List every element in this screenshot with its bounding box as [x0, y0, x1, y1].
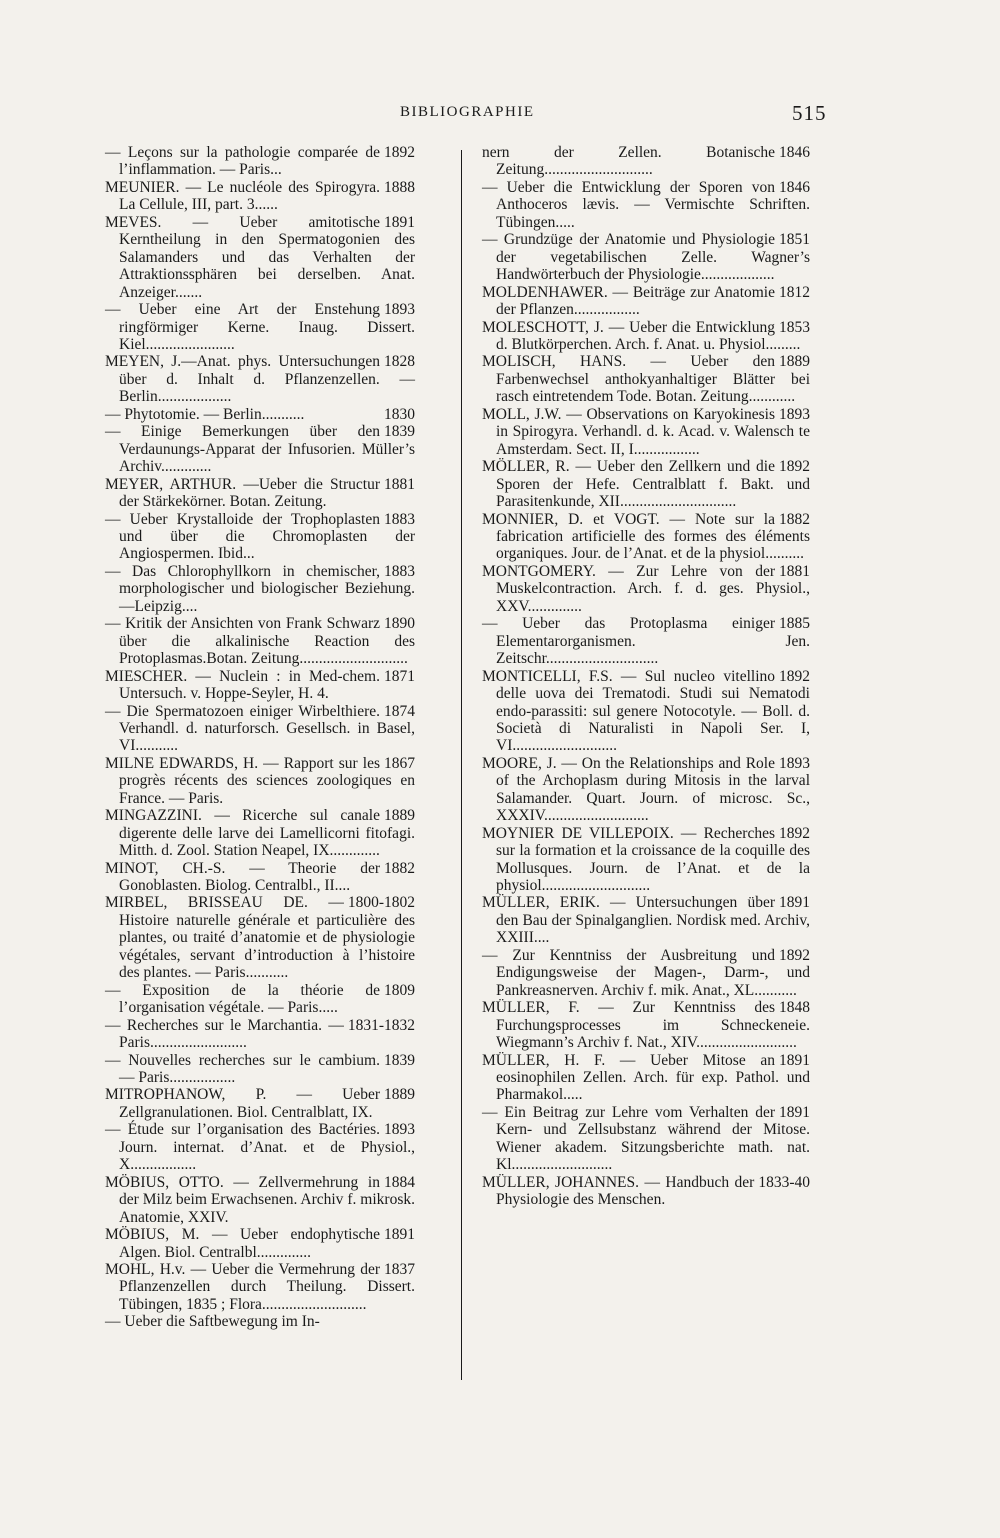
- entry-year: 1892: [779, 824, 810, 842]
- entry-year: 1893: [779, 754, 810, 772]
- entry-year: 1833-40: [758, 1173, 810, 1191]
- entry-year: 1889: [384, 807, 415, 825]
- entry-year: 1892: [779, 458, 810, 476]
- bibliography-entry: [482, 406, 810, 458]
- entry-text: MOORE, J. — On the Relationships and Role of the Archoplasm during Mitosis in the larval Salamander. Quart. Journ. of microsc. Sc., XXXIV...........................: [482, 754, 810, 825]
- entry-year: 1846: [779, 178, 810, 196]
- entry-text: MONTICELLI, F.S. — Sul nucleo vitellino delle uova dei Trematodi. Studi sui Nematodi endo-parassiti: sul genere Notocotyle. — Boll. d. Società di Naturalisti in Napoli Ser. I, VI...........................: [482, 667, 810, 755]
- bibliography-entry: [105, 301, 415, 353]
- running-title: BIBLIOGRAPHIE: [400, 104, 535, 120]
- entry-text: — Das Chlorophyllkorn in chemischer, morphologischer und biologischer Beziehung. —Leipzig....: [105, 562, 415, 615]
- entry-year: 1893: [384, 1121, 415, 1139]
- left-column: [105, 144, 415, 1331]
- entry-year: 1888: [384, 178, 415, 196]
- bibliography-entry: [105, 894, 415, 981]
- bibliography-entry: [482, 999, 810, 1051]
- bibliography-entry: [482, 231, 810, 283]
- entry-year: 1882: [384, 859, 415, 877]
- entry-text: — Nouvelles recherches sur le cambium. — Paris.................: [105, 1051, 380, 1087]
- column-divider: [461, 150, 462, 1380]
- bibliography-entry: [482, 511, 810, 563]
- bibliography-entry: [105, 476, 415, 511]
- entry-text: — Ein Beitrag zur Lehre vom Verhalten der Kern- und Zellsubstanz während der Mitose. Wiener akadem. Sitzungsberichte math. nat. Kl..........................: [482, 1103, 810, 1174]
- entry-text: MILNE EDWARDS, H. — Rapport sur les progrès récents des sciences zoologiques en France. — Paris.: [105, 754, 415, 807]
- bibliography-entry: [482, 1052, 810, 1104]
- bibliography-entry: [482, 458, 810, 510]
- bibliography-entry: [482, 894, 810, 946]
- entry-text: MINGAZZINI. — Ricerche sul canale digerente delle larve dei Lamellicorni fitofagi. Mitth. d. Zool. Station Neapel, IX.............: [105, 807, 415, 860]
- entry-text: — Ueber die Entwicklung der Sporen von Anthoceros lævis. — Vermischte Schriften. Tübingen.....: [482, 178, 810, 231]
- entry-text: MEVES. — Ueber amitotische Kerntheilung in den Spermatogonien des Salamanders und das Verhalten der Attraktionssphären bei derselben. Anat. Anzeiger.......: [105, 213, 415, 301]
- bibliography-entry: [482, 947, 810, 999]
- entry-year: 1891: [384, 1226, 415, 1244]
- entry-year: 1891: [779, 1051, 810, 1069]
- entry-text: — Zur Kenntniss der Ausbreitung und Endigungsweise der Magen-, Darm-, und Pankreasnerven. Archiv f. mik. Anat., XL...........: [482, 946, 810, 999]
- bibliography-entry: [482, 144, 810, 179]
- bibliography-entry: [105, 406, 415, 423]
- bibliography-entry: [105, 1174, 415, 1226]
- entry-year: 1892: [779, 946, 810, 964]
- bibliography-entry: [105, 807, 415, 859]
- entry-text: — Leçons sur la pathologie comparée de l’inflammation. — Paris...: [105, 144, 380, 179]
- bibliography-entry: [105, 1226, 415, 1261]
- bibliography-entry: [482, 755, 810, 825]
- entry-year: 1892: [384, 144, 415, 161]
- bibliography-entry: [105, 144, 415, 179]
- entry-year: 1809: [384, 981, 415, 999]
- entry-text: — Ueber das Protoplasma einiger Elementarorganismen. Jen. Zeitschr.............................: [482, 615, 810, 668]
- bibliography-entry: [482, 563, 810, 615]
- entry-year: 1848: [779, 999, 810, 1017]
- entry-year: 1828: [384, 353, 415, 371]
- entry-year: 1881: [384, 475, 415, 493]
- entry-text: MOLESCHOTT, J. — Ueber die Entwicklung d. Blutkörperchen. Arch. f. Anat. u. Physiol.........: [482, 318, 801, 353]
- entry-year: 1800-1802: [347, 894, 415, 912]
- entry-text: MEYER, ARTHUR. —Ueber die Structur der Stärkekörner. Botan. Zeitung.: [105, 475, 380, 511]
- entry-text: MEYEN, J.—Anat. phys. Untersuchungen über d. Inhalt d. Pflanzenzellen. — Berlin...................: [105, 353, 415, 406]
- bibliography-entry: [105, 1086, 415, 1121]
- entry-text: — Exposition de la théorie de l’organisation végétale. — Paris.....: [105, 981, 380, 1017]
- entry-year: 1839: [384, 423, 415, 441]
- bibliography-entry: [482, 179, 810, 231]
- bibliography-entry: [105, 860, 415, 895]
- bibliography-entry: [105, 1052, 415, 1087]
- entry-text: MEUNIER. — Le nucléole des Spirogyra. La Cellule, III, part. 3......: [105, 178, 380, 214]
- entry-text: MÜLLER, F. — Zur Kenntniss des Furchungsprocesses im Schneckeneie. Wiegmann’s Archiv f. Nat., XIV..........................: [482, 999, 810, 1052]
- right-column: [482, 144, 810, 1209]
- entry-year: 1891: [384, 213, 415, 231]
- entry-year: 1839: [384, 1051, 415, 1069]
- entry-year: 1893: [779, 405, 810, 423]
- bibliography-entry: [482, 284, 810, 319]
- bibliography-entry: [105, 982, 415, 1017]
- entry-text: — Grundzüge der Anatomie und Physiologie der vegetabilischen Zelle. Wagner’s Handwörterbuch der Physiologie...................: [482, 231, 810, 284]
- entry-year: 1884: [384, 1173, 415, 1191]
- entry-text: — Étude sur l’organisation des Bactéries. Journ. internat. d’Anat. et de Physiol., X.................: [105, 1121, 415, 1174]
- entry-text: MÖBIUS, M. — Ueber endophytische Algen. Biol. Centralbl..............: [105, 1226, 380, 1261]
- entry-year: 1882: [779, 510, 810, 528]
- entry-year: 1892: [779, 667, 810, 685]
- entry-year: 1890: [384, 615, 415, 633]
- entry-text: — Ueber die Saftbewegung im In-: [105, 1313, 320, 1331]
- entry-text: MONTGOMERY. — Zur Lehre von der Muskelcontraction. Arch. f. d. ges. Physiol., XXV..............: [482, 562, 810, 615]
- entry-year: 1874: [384, 702, 415, 720]
- entry-text: — Ueber Krystalloide der Trophoplasten und über die Chromoplasten der Angiospermen. Ibid...: [105, 510, 415, 563]
- entry-year: 1812: [779, 283, 810, 301]
- entry-text: — Kritik der Ansichten von Frank Schwarz über die alkalinische Reaction des Protoplasmas.Botan. Zeitung............................: [105, 615, 415, 668]
- bibliography-entry: [105, 423, 415, 475]
- bibliography-entry: [482, 1104, 810, 1174]
- bibliography-entry: [105, 353, 415, 405]
- bibliography-entry: [105, 668, 415, 703]
- entry-text: MOLL, J.W. — Observations on Karyokinesis in Spirogyra. Verhandl. d. k. Acad. v. Walensch te Amsterdam. Sect. II, I.................: [482, 405, 810, 458]
- entry-year: 1830: [384, 405, 415, 423]
- entry-text: — Einige Bemerkungen über den Verdaunungs-Apparat der Infusorien. Müller’s Archiv.............: [105, 423, 415, 476]
- bibliography-entry: [105, 563, 415, 615]
- entry-year: 1893: [384, 301, 415, 319]
- bibliography-entry: [482, 615, 810, 667]
- entry-text: MIESCHER. — Nuclein : in Med-chem. Untersuch. v. Hoppe-Seyler, H. 4.: [105, 667, 380, 703]
- bibliography-entry: [105, 1261, 415, 1313]
- entry-text: MÖBIUS, OTTO. — Zellvermehrung in der Milz beim Erwachsenen. Archiv f. mikrosk. Anatomie, XXIV.: [105, 1173, 415, 1226]
- bibliography-entry: [105, 755, 415, 807]
- entry-year: 1851: [779, 231, 810, 249]
- bibliography-entry: [105, 179, 415, 214]
- entry-text: — Die Spermatozoen einiger Wirbelthiere. Verhandl. d. naturforsch. Gesellsch. in Basel, VI...........: [105, 702, 415, 755]
- entry-text: MÜLLER, H. F. — Ueber Mitose an eosinophilen Zellen. Arch. für exp. Pathol. und Pharmakol.....: [482, 1051, 810, 1104]
- entry-text: MOHL, H.v. — Ueber die Vermehrung der Pflanzenzellen durch Theilung. Dissert. Tübingen, 1835 ; Flora...........................: [105, 1261, 415, 1313]
- entry-year: 1891: [779, 894, 810, 912]
- bibliography-entry: [105, 214, 415, 301]
- entry-text: — Phytotomie. — Berlin...........: [105, 405, 305, 423]
- entry-year: 1883: [384, 510, 415, 528]
- entry-year: 1891: [779, 1103, 810, 1121]
- bibliography-entry: [105, 615, 415, 667]
- entry-year: 1853: [779, 318, 810, 336]
- bibliography-entry: [105, 1121, 415, 1173]
- entry-text: MOLISCH, HANS. — Ueber den Farbenwechsel anthokyanhaltiger Blätter bei rasch eintretendem Tode. Botan. Zeitung............: [482, 353, 810, 406]
- entry-text: MOYNIER DE VILLEPOIX. — Recherches sur la formation et la croissance de la coquille des Mollusques. Journ. de l’Anat. et de la physiol............................: [482, 824, 810, 895]
- bibliography-entry: [482, 825, 810, 895]
- entry-text: MONNIER, D. et VOGT. — Note sur la fabrication artificielle des formes des éléments organiques. Jour. de l’Anat. et de la physiol..........: [482, 510, 810, 563]
- entry-year: 1885: [779, 615, 810, 633]
- bibliography-entry: [482, 668, 810, 755]
- entry-text: — Recherches sur le Marchantia. — Paris.........................: [105, 1016, 344, 1052]
- entry-text: MÜLLER, JOHANNES. — Handbuch der Physiologie des Menschen.: [482, 1173, 755, 1209]
- bibliography-entry: [105, 1313, 415, 1330]
- entry-text: MOLDENHAWER. — Beiträge zur Anatomie der Pflanzen.................: [482, 283, 775, 319]
- entry-text: MÜLLER, ERIK. — Untersuchungen über den Bau der Spinalganglien. Nordisk med. Archiv, XXIII....: [482, 894, 810, 947]
- entry-year: 1889: [779, 353, 810, 371]
- entry-text: MIRBEL, BRISSEAU DE. — Histoire naturelle générale et particulière des plantes, ou traité d’anatomie et de physiologie végétales, servant d’introduction à l’histoire des plantes. — Paris...........: [105, 894, 415, 982]
- entry-text: MITROPHANOW, P. — Ueber Zellgranulationen. Biol. Centralblatt, IX.: [105, 1086, 380, 1121]
- entry-year: 1871: [384, 667, 415, 685]
- entry-text: nern der Zellen. Botanische Zeitung............................: [482, 144, 775, 179]
- entry-year: 1867: [384, 754, 415, 772]
- page-number: 515: [792, 101, 827, 125]
- bibliography-entry: [105, 703, 415, 755]
- entry-year: 1881: [779, 562, 810, 580]
- entry-year: 1889: [384, 1086, 415, 1104]
- bibliography-entry: [482, 319, 810, 354]
- bibliography-entry: [105, 1017, 415, 1052]
- entry-year: 1831-1832: [347, 1016, 415, 1034]
- bibliography-entry: [482, 353, 810, 405]
- bibliography-entry: [105, 511, 415, 563]
- entry-year: 1837: [384, 1261, 415, 1278]
- entry-year: 1846: [779, 144, 810, 161]
- bibliography-entry: [482, 1174, 810, 1209]
- entry-text: — Ueber eine Art der Enstehung ringförmiger Kerne. Inaug. Dissert. Kiel.......................: [105, 301, 415, 353]
- entry-text: MINOT, CH.-S. — Theorie der Gonoblasten. Biolog. Centralbl., II....: [105, 859, 380, 895]
- entry-text: MÖLLER, R. — Ueber den Zellkern und die Sporen der Hefe. Centralblatt f. Bakt. und Parasitenkunde, XII..............................: [482, 458, 810, 511]
- entry-year: 1883: [384, 562, 415, 580]
